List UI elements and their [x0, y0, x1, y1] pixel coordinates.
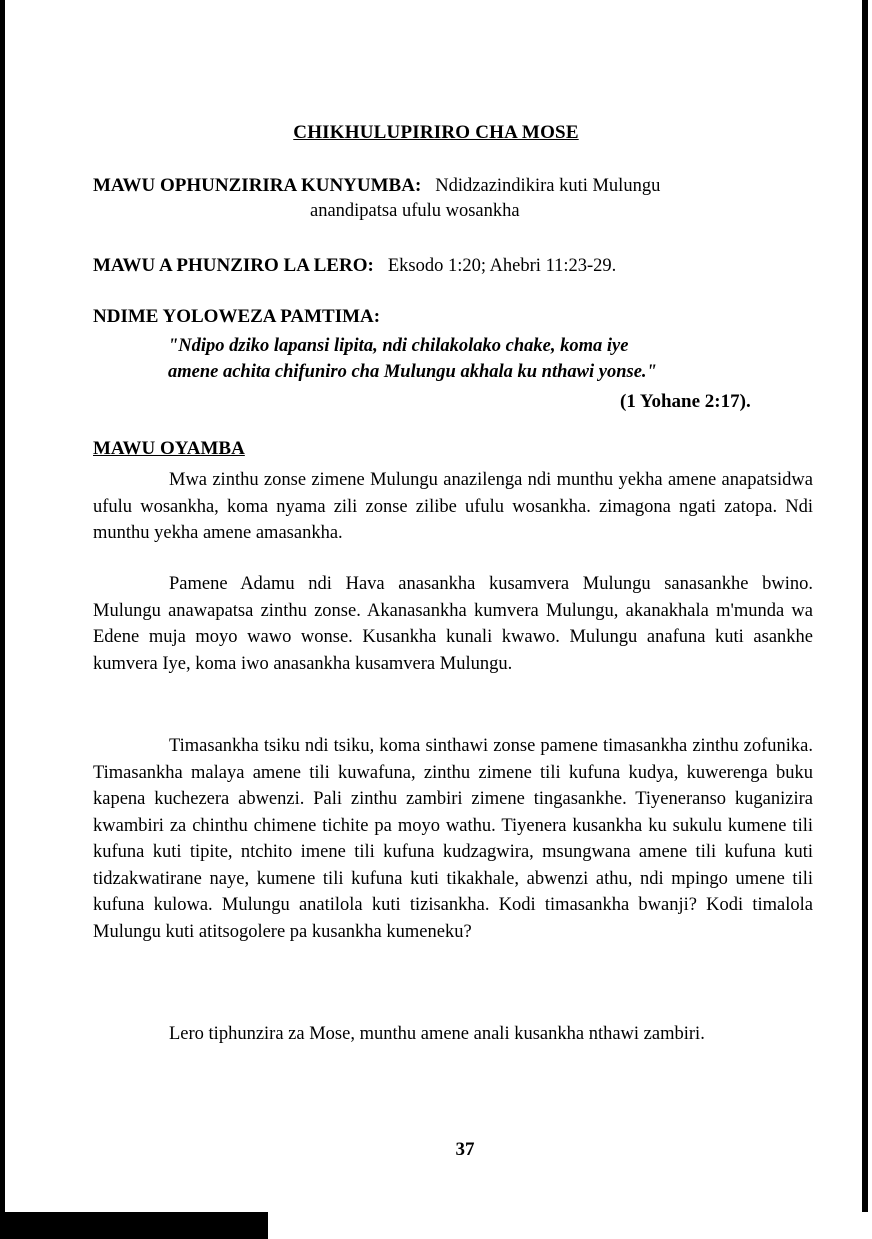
home-study-text-line2: anandipatsa ufulu wosankha [310, 201, 520, 221]
lesson-label: MAWU A PHUNZIRO LA LERO: [93, 255, 374, 276]
paragraph-3: Timasankha tsiku ndi tsiku, koma sinthawi zonse pamene timasankha zinthu zofunika. Timasankha malaya amene tili kuwafuna, zinthu zimene tili kufuna kudya, kuwerenga buku kapena kuchezera abwenzi. Pali zinthu zambiri zimene tingasankhe. Tiyeneranso kuganizira kwambiri za chinthu chimene tichite pa moyo wathu. Tiyenera kusankha ku sukulu kumene tili kufuna kuti tipite, ntchito imene tili kufuna kudzagwira, msungwana amene tili kufuna kuti tidzakwatirane naye, kumene tili kufuna kuti tikakhale, abwenzi athu, ndi mpingo umene tili kufuna kulowa. Mulungu anatilola kuti tizisankha. Kodi timasankha bwanji? Kodi timalola Mulungu kuti atitsogolere pa kusankha kumeneku? [93, 736, 813, 942]
memory-verse-line2: amene achita chifuniro cha Mulungu akhala ku nthawi yonse." [168, 362, 657, 382]
scan-left-edge [0, 0, 5, 1239]
page-title: CHIKHULUPIRIRO CHA MOSE [293, 122, 579, 143]
memory-verse-line1: "Ndipo dziko lapansi lipita, ndi chilakolako chake, koma iye [168, 336, 629, 356]
lesson-text: Eksodo 1:20; Ahebri 11:23-29. [387, 256, 617, 276]
paragraph-2: Pamene Adamu ndi Hava anasankha kusamvera Mulungu sanasankhe bwino. Mulungu anawapatsa zinthu zonse. Akanasankha kumvera Mulungu, akanakhala m'munda wa Edene muja moyo wawo wonse. Kusankha kunali kwawo. Mulungu anafuna kuti asankhe kumvera Iye, koma iwo anasankha kusamvera Mulungu. [93, 574, 813, 674]
scan-right-edge [862, 0, 868, 1212]
paragraph-1: Mwa zinthu zonse zimene Mulungu anazilenga ndi munthu yekha amene anapatsidwa ufulu wosankha, koma nyama zili zonse zilibe ufulu wosankha. zimagona ngati zatopa. Ndi munthu yekha amene amasankha. [93, 470, 813, 543]
home-study-label: MAWU OPHUNZIRIRA KUNYUMBA: [93, 175, 422, 196]
home-study-text-line1: Ndidzazindikira kuti Mulungu [435, 176, 661, 196]
page-number: 37 [455, 1139, 475, 1160]
section-heading: MAWU OYAMBA [93, 438, 245, 459]
lesson-row [93, 255, 616, 277]
memory-label: NDIME YOLOWEZA PAMTIMA: [93, 306, 381, 327]
paragraph-4: Lero tiphunzira za Mose, munthu amene anali kusankha nthawi zambiri. [169, 1024, 705, 1044]
memory-verse [168, 333, 657, 385]
memory-verse-reference: (1 Yohane 2:17). [620, 391, 751, 412]
scan-bottom-edge [0, 1212, 268, 1239]
home-study-row [93, 175, 660, 197]
